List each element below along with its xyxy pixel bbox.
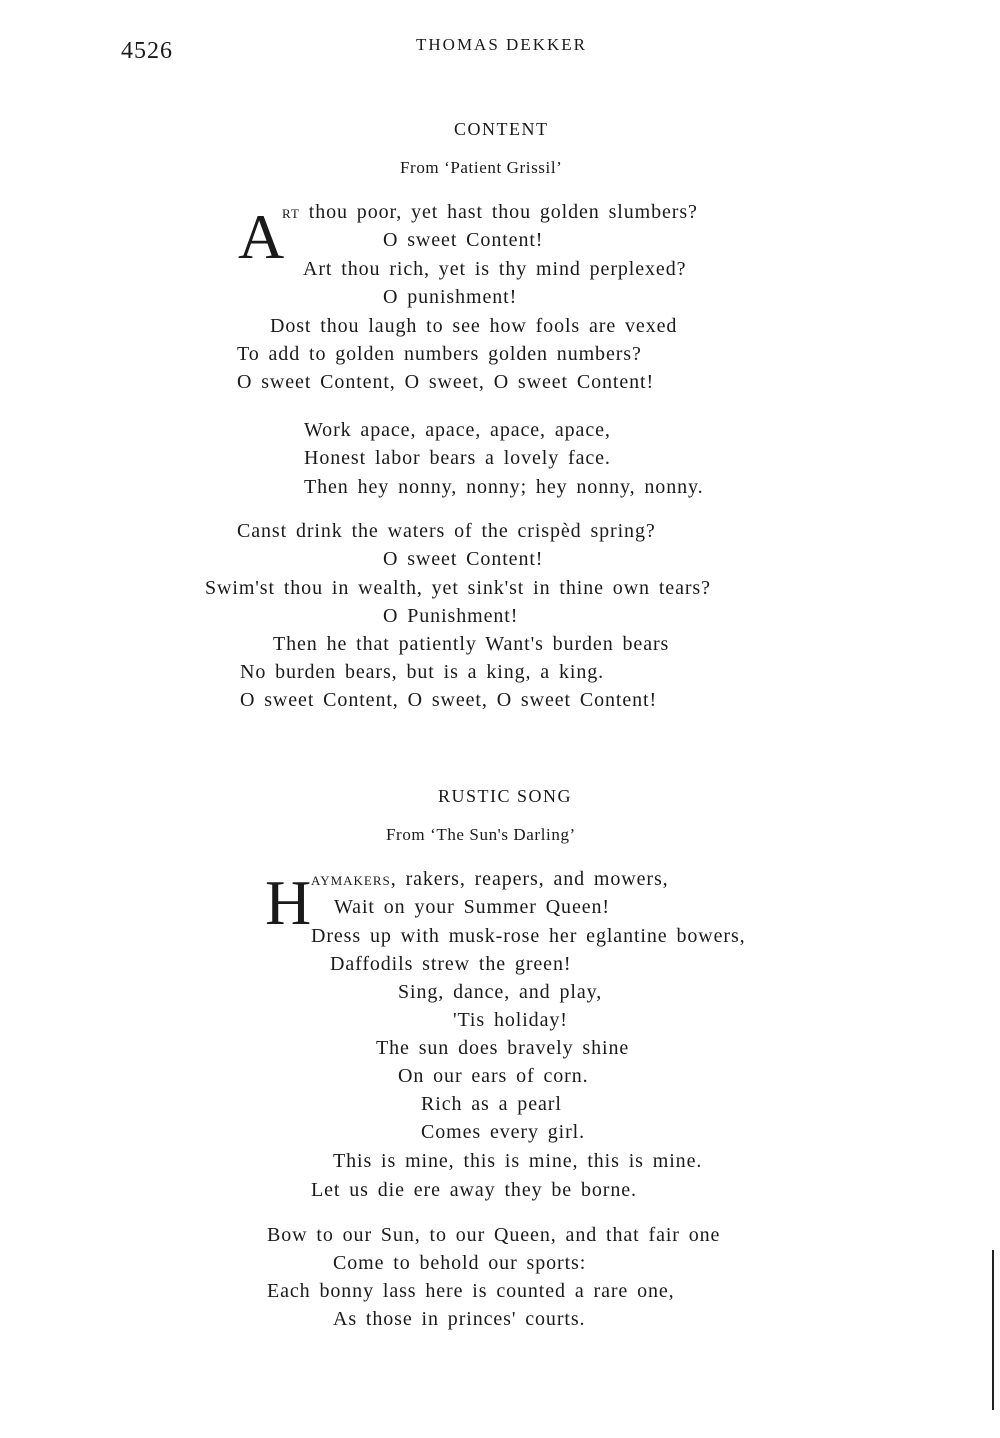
poem-line: 'Tis holiday! (453, 1009, 568, 1031)
poem-line: The sun does bravely shine (376, 1037, 630, 1059)
poem-line: Wait on your Summer Queen! (334, 896, 610, 918)
poem-line: Canst drink the waters of the crispèd spring? (237, 520, 656, 542)
poem-line: O Punishment! (383, 605, 519, 627)
poem-line: Rich as a pearl (421, 1093, 562, 1115)
poem-line: O sweet Content, O sweet, O sweet Content! (237, 371, 655, 393)
poem-line: O sweet Content! (383, 548, 544, 570)
small-caps-word: AYMAKERS (311, 873, 391, 888)
poem-line: This is mine, this is mine, this is mine. (333, 1150, 703, 1172)
poem-title-rustic-song: RUSTIC SONG (438, 786, 573, 806)
poem-line: Swim'st thou in wealth, yet sink'st in thine own tears? (205, 577, 711, 599)
poem-line: No burden bears, but is a king, a king. (240, 661, 605, 683)
poem-title-content: CONTENT (454, 119, 549, 139)
poem-line: Work apace, apace, apace, apace, (304, 419, 611, 441)
poem-line: Then he that patiently Want's burden bears (273, 633, 670, 655)
poem-line: Sing, dance, and play, (398, 981, 603, 1003)
poem-source-content: From ‘Patient Grissil’ (400, 158, 563, 177)
poem-source-rustic-song: From ‘The Sun's Darling’ (386, 825, 576, 844)
poem-line: On our ears of corn. (398, 1065, 589, 1087)
poem-line: Come to behold our sports: (333, 1252, 587, 1274)
poem-line: Daffodils strew the green! (330, 953, 572, 975)
poem-line: RT thou poor, yet hast thou golden slumbers? (282, 201, 698, 223)
small-caps-word: RT (282, 206, 300, 221)
drop-cap-h: H (265, 867, 312, 938)
scan-edge-line (992, 1250, 994, 1410)
poem-line: To add to golden numbers golden numbers? (237, 343, 642, 365)
poem-line: AYMAKERS, rakers, reapers, and mowers, (311, 868, 669, 890)
poem-line: Dress up with musk-rose her eglantine bowers, (311, 925, 746, 947)
poem-line: Comes every girl. (421, 1121, 586, 1143)
poem-line: Then hey nonny, nonny; hey nonny, nonny. (304, 476, 704, 498)
poem-line: Let us die ere away they be borne. (311, 1179, 637, 1201)
poem-line: Each bonny lass here is counted a rare one, (267, 1280, 675, 1302)
poem-line: O sweet Content! (383, 229, 544, 251)
running-head: THOMAS DEKKER (416, 35, 587, 54)
page-number: 4526 (121, 38, 173, 64)
poem-line: O sweet Content, O sweet, O sweet Content! (240, 689, 658, 711)
drop-cap-a: A (238, 201, 285, 272)
poem-line: Honest labor bears a lovely face. (304, 447, 611, 469)
poem-line: As those in princes' courts. (333, 1308, 586, 1330)
poem-line: Art thou rich, yet is thy mind perplexed? (303, 258, 687, 280)
poem-line: Bow to our Sun, to our Queen, and that fair one (267, 1224, 721, 1246)
poem-line: O punishment! (383, 286, 518, 308)
poem-line: Dost thou laugh to see how fools are vexed (270, 315, 678, 337)
